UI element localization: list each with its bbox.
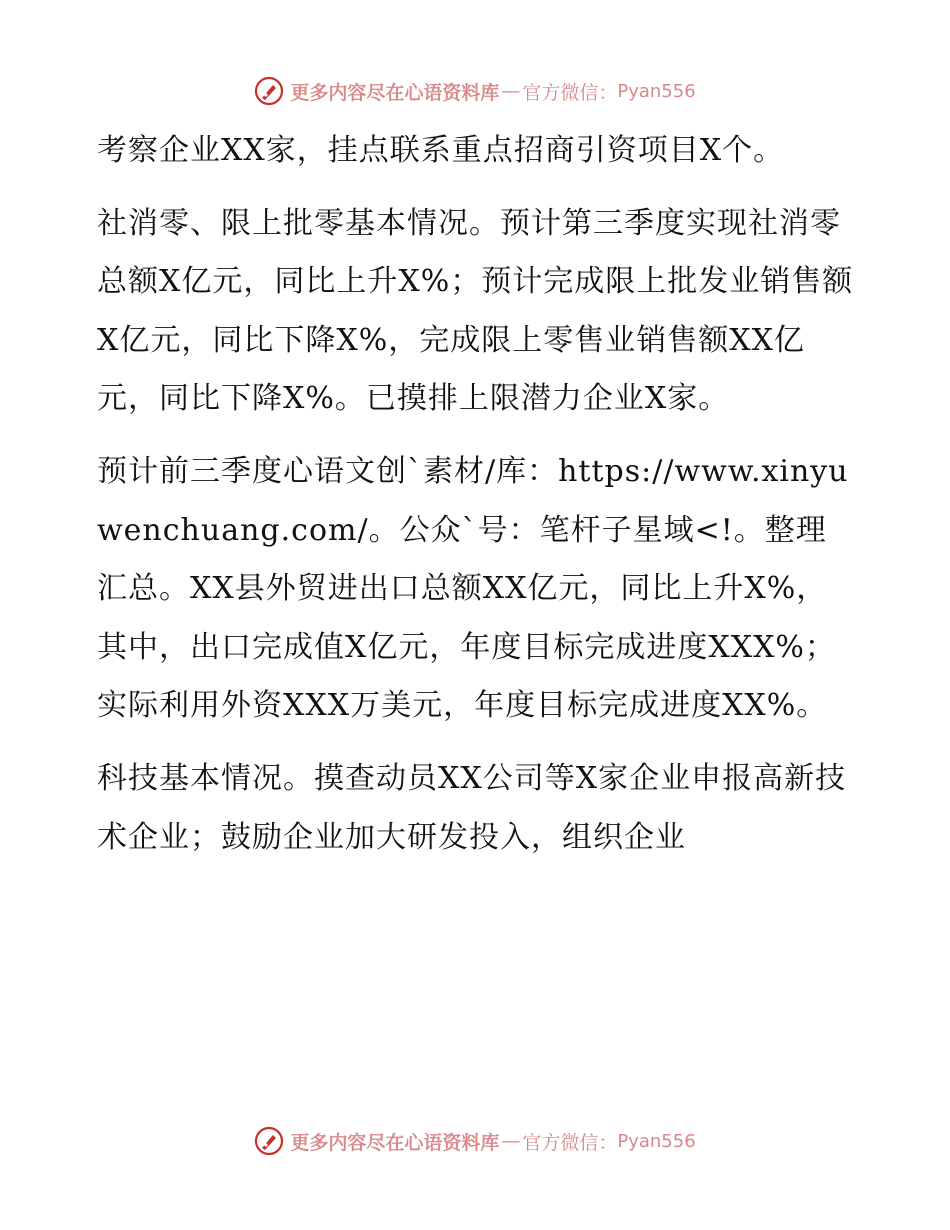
pen-nib-icon <box>254 1126 284 1156</box>
watermark-main-text: 更多内容尽在心语资料库 <box>290 81 500 104</box>
paragraph-3: 预计前三季度心语文创`素材/库：https://www.xinyuwenchuang.com/。公众`号：笔杆子星域<!。整理汇总。XX县外贸进出口总额XX亿元，同比上升X%，其中，出口完成值X亿元，年度目标完成进度XXX%；实际利用外资XXX万美元，年度目标完成进度XX%。 <box>97 453 849 724</box>
watermark-main-text: 更多内容尽在心语资料库 <box>290 1131 500 1154</box>
watermark-label: 官方微信： <box>522 1131 618 1154</box>
footer-watermark <box>0 1121 950 1161</box>
paragraph-4: 科技基本情况。摸查动员XX公司等X家企业申报高新技术企业；鼓励企业加大研发投入，组织企业 <box>97 760 847 855</box>
watermark-dash: — <box>501 1130 521 1152</box>
paragraph-1: 考察企业XX家，挂点联系重点招商引资项目X个。 <box>97 133 785 168</box>
watermark-account: Pyan556 <box>617 80 696 102</box>
document-body <box>97 122 857 867</box>
watermark-dash: — <box>501 80 521 102</box>
paragraph-2: 社消零、限上批零基本情况。预计第三季度实现社消零总额X亿元，同比上升X%；预计完成限上批发业销售额X亿元，同比下降X%，完成限上零售业销售额XX亿元，同比下降X%。已摸排上限潜力企业X家。 <box>97 205 854 417</box>
pen-nib-icon <box>254 76 284 106</box>
header-watermark <box>0 71 950 111</box>
watermark-label: 官方微信： <box>522 81 618 104</box>
watermark-account: Pyan556 <box>617 1130 696 1152</box>
